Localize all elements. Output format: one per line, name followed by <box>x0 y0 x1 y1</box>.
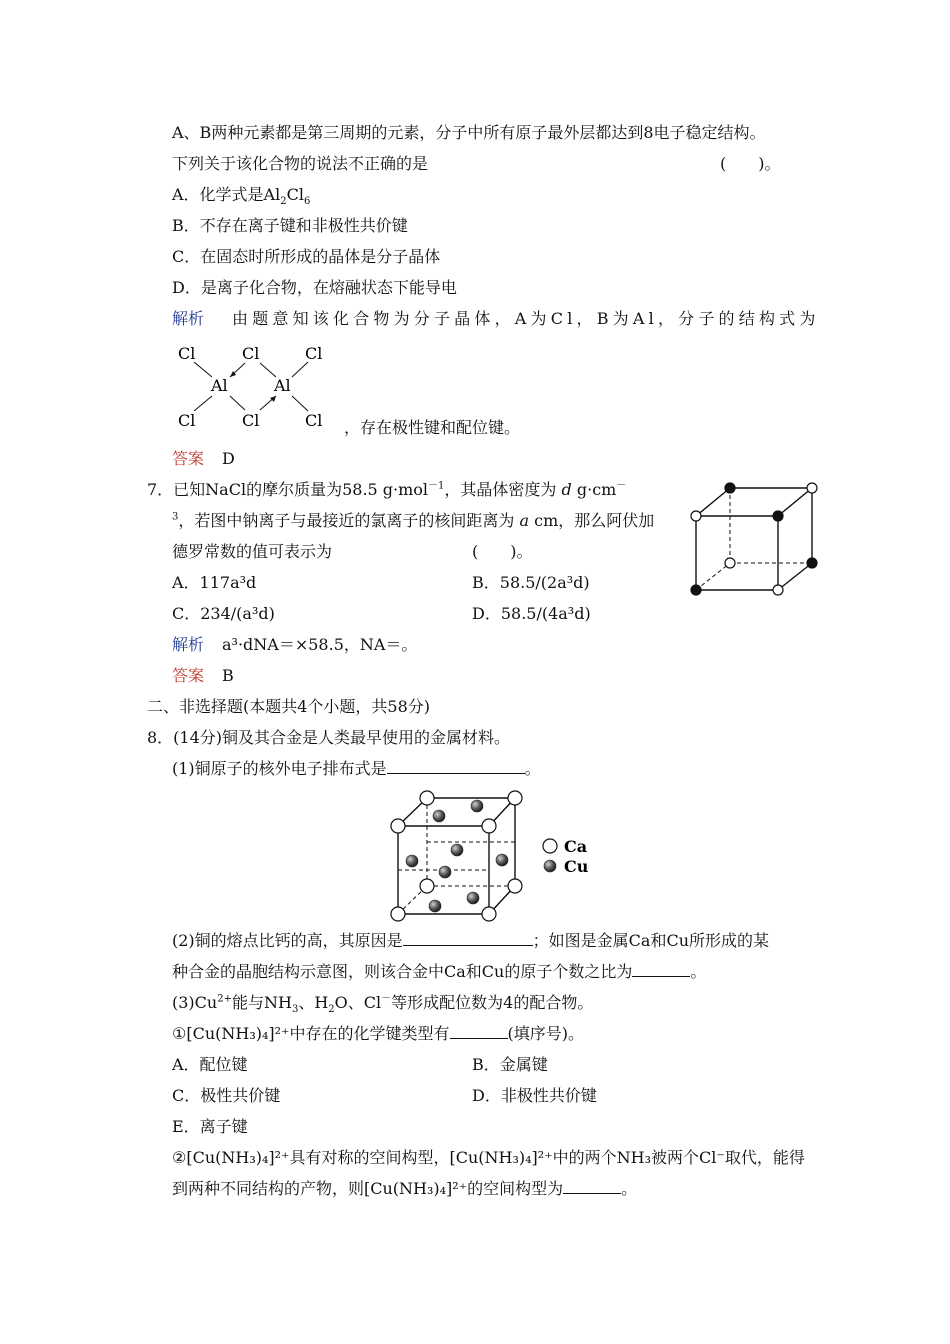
q8-part2-line2: 种合金的晶胞结构示意图，则该合金中Ca和Cu的原子个数之比为 。 <box>172 962 707 981</box>
q6-option-a: A．化学式是$Al_2Cl_6$ <box>172 185 311 208</box>
q8-intro: 8．(14分)铜及其合金是人类最早使用的金属材料。 <box>147 728 511 747</box>
q8-option-c: C．极性共价键 <box>172 1086 281 1105</box>
q6-structure-suffix: ，存在极性键和配位键。 <box>344 418 521 437</box>
legend-ca-label: Ca <box>564 837 588 856</box>
q7-option-a: A．117a³d <box>172 573 257 592</box>
q8-option-e: E．离子键 <box>172 1117 248 1136</box>
legend-cu-label: Cu <box>564 857 589 876</box>
al2cl6-structure <box>172 338 342 438</box>
q6-analysis-label: 解析 <box>172 309 205 328</box>
q6-paren: ( )。 <box>720 154 781 173</box>
q7-line1: 7．已知NaCl的摩尔质量为58.5 g·mol$^{-1}$，其晶体密度为 d g·cm－ <box>147 480 627 499</box>
q6-option-d: D．是离子化合物，在熔融状态下能导电 <box>172 278 457 297</box>
al-atom-1: Al <box>211 376 228 395</box>
q6-stem-line2: 下列关于该化合物的说法不正确的是 <box>172 154 429 173</box>
cl-atom-3: Cl <box>305 344 323 363</box>
nacl-unit-cell-diagram <box>688 478 824 598</box>
q8-option-a: A．配位键 <box>172 1055 248 1074</box>
q7-paren: ( )。 <box>472 542 533 561</box>
q6-stem-line1: A、B两种元素都是第三周期的元素，分子中所有原子最外层都达到8电子稳定结构。 <box>172 123 766 142</box>
section-2-heading: 二、非选择题(本题共4个小题，共58分) <box>147 697 431 716</box>
ca-cu-alloy-unit-cell-diagram <box>382 786 602 926</box>
q7-option-d: D．58.5/(4a³d) <box>472 604 591 623</box>
q8-part3-question2-line1: ②[Cu(NH₃)₄]²⁺具有对称的空间构型，[Cu(NH₃)₄]²⁺中的两个NH₃被两个Cl⁻取代，能得 <box>172 1148 805 1167</box>
q7-option-b: B．58.5/(2a³d) <box>472 573 590 592</box>
cl-atom-6: Cl <box>305 411 323 430</box>
q8-part2-line1: (2)铜的熔点比钙的高，其原因是 ；如图是金属Ca和Cu所形成的某 <box>172 931 770 950</box>
q7-answer-label: 答案 <box>172 666 205 685</box>
q6-option-b: B．不存在离子键和非极性共价键 <box>172 216 408 235</box>
legend-ca-marker <box>543 839 557 853</box>
q8-option-d: D．非极性共价键 <box>472 1086 597 1105</box>
q7-analysis-label: 解析 <box>172 635 205 654</box>
cl-atom-4: Cl <box>178 411 196 430</box>
q8-part3-question1: ①[Cu(NH₃)₄]²⁺中存在的化学键类型有 (填序号)。 <box>172 1024 585 1043</box>
q6-option-c: C．在固态时所形成的晶体是分子晶体 <box>172 247 441 266</box>
q7-analysis-text: a³·dNA＝×58.5，NA＝。 <box>222 635 418 654</box>
q7-line3: 德罗常数的值可表示为 <box>172 542 333 561</box>
q8-part3-question2-line2: 到两种不同结构的产物，则[Cu(NH₃)₄]²⁺的空间构型为 。 <box>172 1179 638 1198</box>
q6-analysis-text: 由题意知该化合物为分子晶体，A为Cl，B为Al，分子的结构式为 <box>232 309 820 328</box>
q6-answer: D <box>222 449 235 468</box>
cl-atom-5: Cl <box>242 411 260 430</box>
cl-atom-2: Cl <box>242 344 260 363</box>
legend-cu-marker <box>544 860 556 872</box>
q7-option-c: C．234/(a³d) <box>172 604 275 623</box>
q6-answer-label: 答案 <box>172 449 205 468</box>
q8-part1: (1)铜原子的核外电子排布式是 。 <box>172 759 541 778</box>
q8-part3: $(3)Cu^{2+}$能与$NH_3$、$H_2O$、Cl－等形成配位数为4的配合物。 <box>172 993 594 1016</box>
q7-answer: B <box>222 666 234 685</box>
cl-atom-1: Cl <box>178 344 196 363</box>
q7-line2: $^3$，若图中钠离子与最接近的氯离子的核间距离为 a cm，那么阿伏加 <box>172 511 655 530</box>
al-atom-2: Al <box>274 376 291 395</box>
q8-option-b: B．金属键 <box>472 1055 548 1074</box>
